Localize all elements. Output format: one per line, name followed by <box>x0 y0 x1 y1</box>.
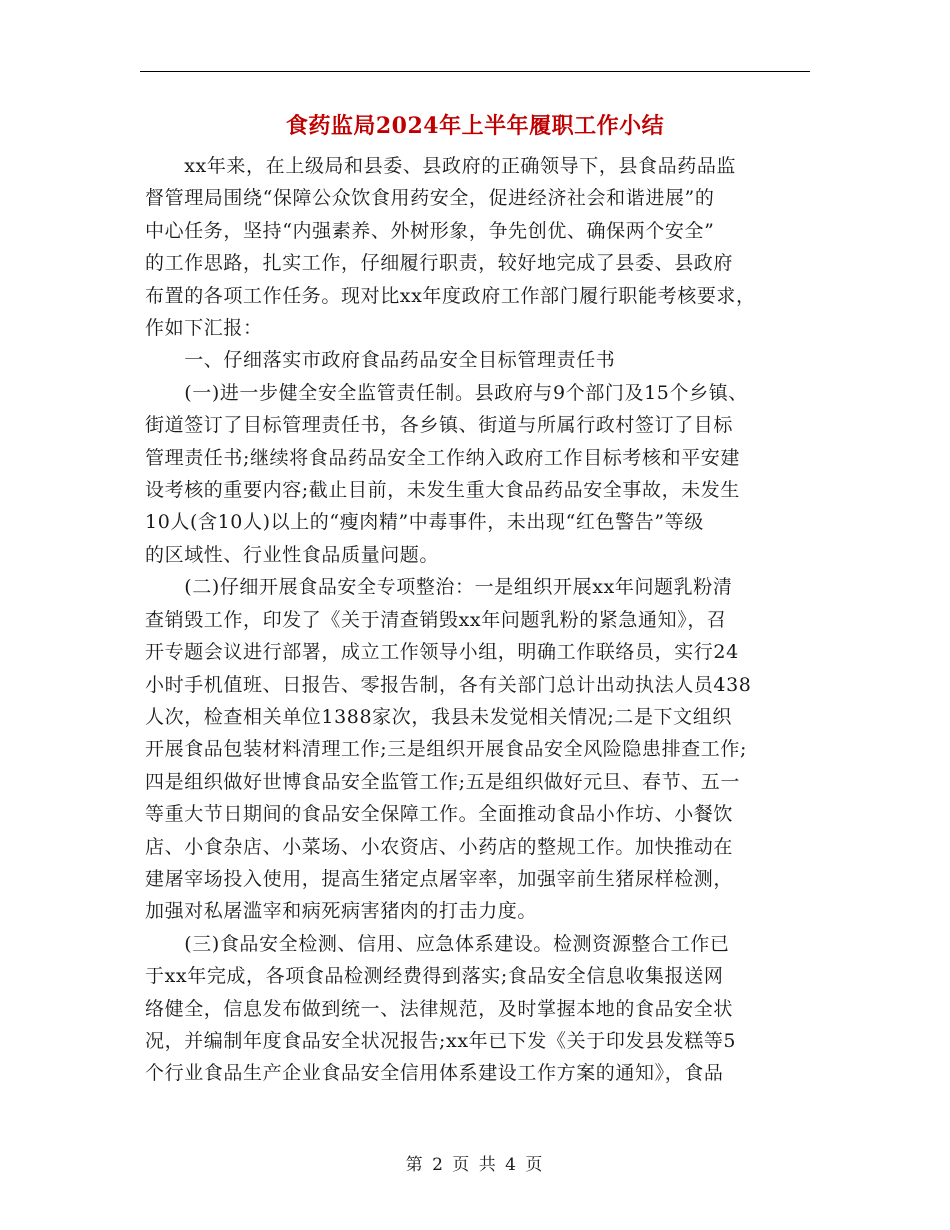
text-line: 建屠宰场投入使用，提高生猪定点屠宰率，加强宰前生猪尿样检测， <box>145 867 734 890</box>
document-body <box>145 150 813 1090</box>
text-line: 小时手机值班、日报告、零报告制，各有关部门总计出动执法人员438 <box>145 673 752 696</box>
paragraph-item-3 <box>145 928 813 1090</box>
text-line: 于xx年完成，各项食品检测经费得到落实;食品安全信息收集报送网 <box>145 965 724 988</box>
text-line: 管理责任书;继续将食品药品安全工作纳入政府工作目标考核和平安建 <box>145 446 741 469</box>
text-line: 开展食品包装材料清理工作;三是组织开展食品安全风险隐患排查工作; <box>145 738 748 761</box>
text-line: 等重大节日期间的食品安全保障工作。全面推动食品小作坊、小餐饮 <box>145 803 734 826</box>
paragraph-intro <box>145 150 813 344</box>
text-line: 络健全，信息发布做到统一、法律规范，及时掌握本地的食品安全状 <box>145 997 734 1020</box>
text-line: (一)进一步健全安全监管责任制。县政府与9个部门及15个乡镇、 <box>145 381 748 404</box>
text-line: (三)食品安全检测、信用、应急体系建设。检测资源整合工作已 <box>145 932 730 955</box>
page-number-footer: 第 2 页 共 4 页 <box>405 1155 545 1175</box>
text-line: 10人(含10人)以上的“瘦肉精”中毒事件，未出现“红色警告”等级 <box>145 511 704 534</box>
text-line: xx年来，在上级局和县委、县政府的正确领导下，县食品药品监 <box>145 155 737 177</box>
text-line: 一、仔细落实市政府食品药品安全目标管理责任书 <box>145 349 616 372</box>
text-line: 店、小食杂店、小菜场、小农资店、小药店的整规工作。加快推动在 <box>145 835 734 858</box>
text-line: 督管理局围绕“保障公众饮食用药安全，促进经济社会和谐进展”的 <box>145 187 715 210</box>
paragraph-item-1 <box>145 377 813 571</box>
text-line: 的区域性、行业性食品质量问题。 <box>145 543 440 566</box>
paragraph-item-2 <box>145 571 813 927</box>
text-line: 查销毁工作，印发了《关于清查销毁xx年问题乳粉的紧急通知》，召 <box>145 608 727 631</box>
text-line: 作如下汇报： <box>145 317 263 340</box>
text-line: 街道签订了目标管理责任书，各乡镇、街道与所属行政村签订了目标 <box>145 414 734 437</box>
section-heading-1 <box>145 344 813 376</box>
text-line: (二)仔细开展食品安全专项整治：一是组织开展xx年问题乳粉清 <box>145 576 733 599</box>
text-line: 设考核的重要内容;截止目前，未发生重大食品药品安全事故，未发生 <box>145 479 741 502</box>
text-line: 四是组织做好世博食品安全监管工作;五是组织做好元旦、春节、五一 <box>145 770 741 793</box>
document-title: 食药监局2024年上半年履职工作小结 <box>285 113 665 139</box>
text-line: 加强对私屠滥宰和病死病害猪肉的打击力度。 <box>145 900 538 923</box>
text-line: 个行业食品生产企业食品安全信用体系建设工作方案的通知》，食品 <box>145 1062 724 1085</box>
text-line: 布置的各项工作任务。现对比xx年度政府工作部门履行职能考核要求， <box>145 284 756 307</box>
text-line: 人次，检查相关单位1388家次，我县未发觉相关情况;二是下文组织 <box>145 705 732 728</box>
text-line: 中心任务，坚持“内强素养、外树形象，争先创优、确保两个安全” <box>145 219 715 242</box>
text-line: 开专题会议进行部署，成立工作领导小组，明确工作联络员，实行24 <box>145 641 739 664</box>
text-line: 况，并编制年度食品安全状况报告;xx年已下发《关于印发县发糕等5 <box>145 1029 737 1052</box>
header-rule <box>140 71 810 72</box>
text-line: 的工作思路，扎实工作，仔细履行职责，较好地完成了县委、县政府 <box>145 252 734 275</box>
